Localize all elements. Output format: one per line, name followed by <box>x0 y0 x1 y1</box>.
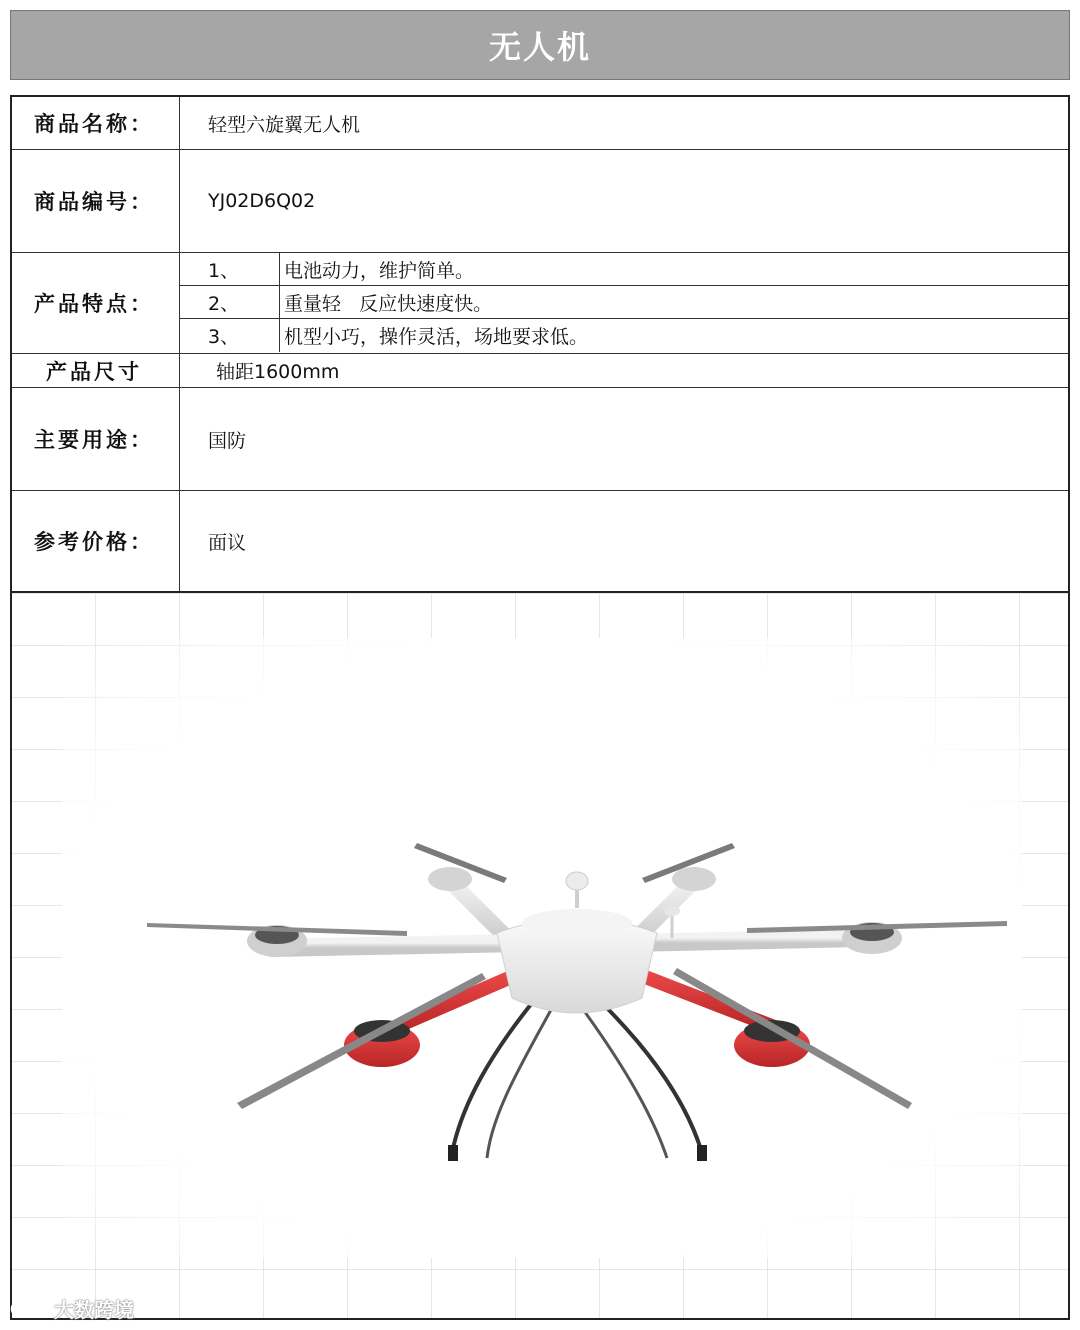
feature-item <box>180 253 1068 286</box>
spec-table <box>10 95 1070 593</box>
size-label: 产品尺寸 <box>12 354 180 387</box>
feature-text: 电池动力，维护简单。 <box>284 259 475 282</box>
size-value: 轴距1600mm <box>216 361 340 383</box>
watermark-logo-icon <box>10 1298 48 1320</box>
drone-illustration <box>132 823 1022 1183</box>
landing-legs <box>448 1003 707 1161</box>
features-label: 产品特点： <box>12 253 180 353</box>
feature-item <box>180 319 1068 352</box>
watermark <box>10 1294 134 1323</box>
row-features <box>12 253 1068 354</box>
price-label: 参考价格： <box>12 491 180 591</box>
product-name-label: 商品名称： <box>12 97 180 149</box>
feature-number: 2、 <box>180 286 280 318</box>
price-value: 面议 <box>208 531 247 554</box>
row-product-code <box>12 150 1068 253</box>
drone-body <box>497 872 680 1013</box>
feature-text: 机型小巧，操作灵活，场地要求低。 <box>284 326 589 348</box>
page-title: 无人机 <box>10 10 1070 80</box>
feature-item <box>180 286 1068 319</box>
row-usage <box>12 388 1068 491</box>
usage-label: 主要用途： <box>12 388 180 490</box>
usage-value: 国防 <box>208 429 247 452</box>
product-photo <box>10 593 1070 1320</box>
watermark-text: 大数跨境 <box>54 1298 134 1322</box>
row-price <box>12 491 1068 591</box>
product-code-value: YJ02D6Q02 <box>208 190 316 212</box>
feature-number: 1、 <box>180 253 280 285</box>
product-name-value: 轻型六旋翼无人机 <box>208 113 361 136</box>
product-code-label: 商品编号： <box>12 150 180 252</box>
feature-number: 3、 <box>180 319 280 352</box>
row-product-name <box>12 97 1068 150</box>
feature-text: 重量轻 反应快速度快。 <box>284 292 493 315</box>
row-size <box>12 354 1068 388</box>
